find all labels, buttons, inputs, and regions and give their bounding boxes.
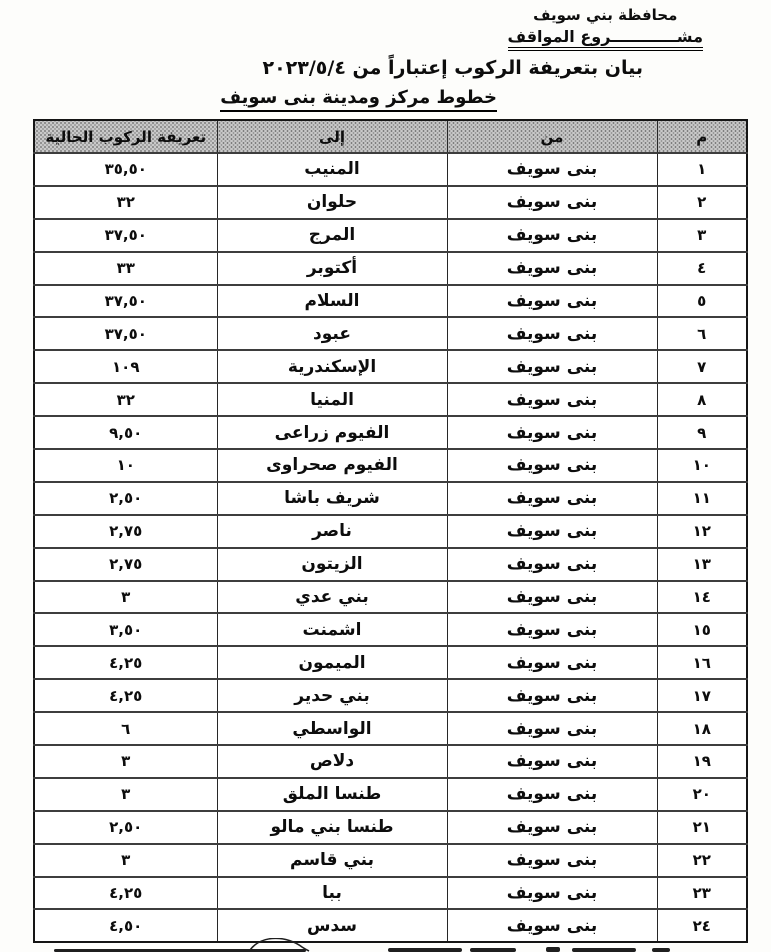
table-row (34, 877, 747, 910)
letterhead (508, 6, 703, 51)
to-cell: المنيا (217, 383, 447, 416)
from-cell: بنى سويف (447, 515, 657, 548)
to-cell: طنسا بني مالو (217, 811, 447, 844)
row-number-cell: ٧ (657, 350, 747, 383)
fare-cell: ٤,٢٥ (34, 679, 217, 712)
table-row (34, 482, 747, 515)
fare-cell: ٣,٥٠ (34, 613, 217, 646)
from-cell: بنى سويف (447, 383, 657, 416)
table-row (34, 252, 747, 285)
row-number-cell: ٨ (657, 383, 747, 416)
fare-cell: ٤,٢٥ (34, 646, 217, 679)
to-cell: ناصر (217, 515, 447, 548)
row-number-cell: ١٩ (657, 745, 747, 778)
footer-text-fragment (470, 948, 516, 952)
fare-cell: ٣ (34, 778, 217, 811)
row-number-cell: ١٣ (657, 548, 747, 581)
footer-text-fragment (546, 947, 560, 952)
row-number-cell: ١ (657, 153, 747, 186)
row-number-cell: ٢٠ (657, 778, 747, 811)
to-cell: طنسا الملق (217, 778, 447, 811)
from-cell: بنى سويف (447, 613, 657, 646)
from-cell: بنى سويف (447, 712, 657, 745)
fare-cell: ٣٧,٥٠ (34, 317, 217, 350)
fare-cell: ٣ (34, 844, 217, 877)
fare-cell: ٣٧,٥٠ (34, 219, 217, 252)
document-subtitle: خطوط مركز ومدينة بنى سويف (220, 87, 497, 112)
col-header-from: من (447, 120, 657, 153)
fare-cell: ٣ (34, 745, 217, 778)
row-number-cell: ١٢ (657, 515, 747, 548)
to-cell: حلوان (217, 186, 447, 219)
from-cell: بنى سويف (447, 285, 657, 318)
table-row (34, 581, 747, 614)
row-number-cell: ١٦ (657, 646, 747, 679)
row-number-cell: ٢٤ (657, 909, 747, 942)
fare-table (33, 119, 748, 943)
from-cell: بنى سويف (447, 778, 657, 811)
to-cell: السلام (217, 285, 447, 318)
table-row (34, 416, 747, 449)
fare-cell: ٢,٥٠ (34, 811, 217, 844)
from-cell: بنى سويف (447, 646, 657, 679)
table-row (34, 745, 747, 778)
from-cell: بنى سويف (447, 581, 657, 614)
table-row (34, 811, 747, 844)
table-row (34, 285, 747, 318)
fare-cell: ٣٥,٥٠ (34, 153, 217, 186)
from-cell: بنى سويف (447, 317, 657, 350)
table-row (34, 548, 747, 581)
fare-cell: ٣ (34, 581, 217, 614)
fare-cell: ١٠٩ (34, 350, 217, 383)
fare-table-header (34, 120, 747, 153)
to-cell: بني قاسم (217, 844, 447, 877)
table-row (34, 515, 747, 548)
from-cell: بنى سويف (447, 548, 657, 581)
table-row (34, 646, 747, 679)
to-cell: الزيتون (217, 548, 447, 581)
from-cell: بنى سويف (447, 350, 657, 383)
table-row (34, 449, 747, 482)
to-cell: الواسطي (217, 712, 447, 745)
table-row (34, 679, 747, 712)
table-row (34, 712, 747, 745)
fare-cell: ٣٧,٥٠ (34, 285, 217, 318)
row-number-cell: ١٥ (657, 613, 747, 646)
fare-cell: ٢,٥٠ (34, 482, 217, 515)
from-cell: بنى سويف (447, 745, 657, 778)
row-number-cell: ٢٢ (657, 844, 747, 877)
row-number-cell: ١١ (657, 482, 747, 515)
table-row (34, 613, 747, 646)
fare-cell: ٢,٧٥ (34, 548, 217, 581)
row-number-cell: ٤ (657, 252, 747, 285)
footer-cutoff-artifact (0, 938, 771, 952)
document-title: بيان بتعريفة الركوب إعتباراً من ٢٠٢٣/٥/٤ (262, 57, 643, 79)
fare-cell: ٩,٥٠ (34, 416, 217, 449)
signature-swirl (248, 938, 310, 952)
from-cell: بنى سويف (447, 252, 657, 285)
row-number-cell: ١٧ (657, 679, 747, 712)
from-cell: بنى سويف (447, 416, 657, 449)
to-cell: أكتوبر (217, 252, 447, 285)
table-row (34, 350, 747, 383)
from-cell: بنى سويف (447, 844, 657, 877)
from-cell: بنى سويف (447, 449, 657, 482)
fare-cell: ٦ (34, 712, 217, 745)
to-cell: الفيوم صحراوى (217, 449, 447, 482)
fare-cell: ٣٢ (34, 383, 217, 416)
from-cell: بنى سويف (447, 877, 657, 910)
table-row (34, 317, 747, 350)
from-cell: بنى سويف (447, 482, 657, 515)
table-row (34, 383, 747, 416)
to-cell: ببا (217, 877, 447, 910)
from-cell: بنى سويف (447, 153, 657, 186)
to-cell: سدس (217, 909, 447, 942)
table-row (34, 153, 747, 186)
to-cell: المنيب (217, 153, 447, 186)
to-cell: الميمون (217, 646, 447, 679)
row-number-cell: ٦ (657, 317, 747, 350)
to-cell: عبود (217, 317, 447, 350)
from-cell: بنى سويف (447, 186, 657, 219)
row-number-cell: ١٤ (657, 581, 747, 614)
to-cell: اشمنت (217, 613, 447, 646)
to-cell: شريف باشا (217, 482, 447, 515)
row-number-cell: ٢١ (657, 811, 747, 844)
to-cell: دلاص (217, 745, 447, 778)
to-cell: بني عدي (217, 581, 447, 614)
footer-text-fragment (388, 948, 462, 952)
governorate-name: محافظة بني سويف (533, 6, 678, 24)
project-name: مشــــــــــــروع المواقف (508, 27, 703, 51)
from-cell: بنى سويف (447, 219, 657, 252)
from-cell: بنى سويف (447, 679, 657, 712)
from-cell: بنى سويف (447, 811, 657, 844)
fare-cell: ٣٣ (34, 252, 217, 285)
table-row (34, 778, 747, 811)
fare-cell: ٢,٧٥ (34, 515, 217, 548)
row-number-cell: ٢ (657, 186, 747, 219)
footer-text-fragment (652, 948, 670, 952)
to-cell: بني حدير (217, 679, 447, 712)
fare-cell: ٤,٥٠ (34, 909, 217, 942)
from-cell: بنى سويف (447, 909, 657, 942)
header-row (34, 120, 747, 153)
col-header-fare: تعريفة الركوب الحالية (34, 120, 217, 153)
to-cell: المرج (217, 219, 447, 252)
fare-cell: ١٠ (34, 449, 217, 482)
fare-table-body (34, 153, 747, 942)
row-number-cell: ٣ (657, 219, 747, 252)
col-header-number: م (657, 120, 747, 153)
table-row (34, 186, 747, 219)
row-number-cell: ٥ (657, 285, 747, 318)
row-number-cell: ٢٣ (657, 877, 747, 910)
to-cell: الفيوم زراعى (217, 416, 447, 449)
table-row (34, 844, 747, 877)
to-cell: الإسكندرية (217, 350, 447, 383)
row-number-cell: ١٠ (657, 449, 747, 482)
fare-cell: ٣٢ (34, 186, 217, 219)
footer-text-fragment (572, 948, 636, 952)
table-row (34, 219, 747, 252)
col-header-to: إلى (217, 120, 447, 153)
fare-cell: ٤,٢٥ (34, 877, 217, 910)
row-number-cell: ٩ (657, 416, 747, 449)
row-number-cell: ١٨ (657, 712, 747, 745)
